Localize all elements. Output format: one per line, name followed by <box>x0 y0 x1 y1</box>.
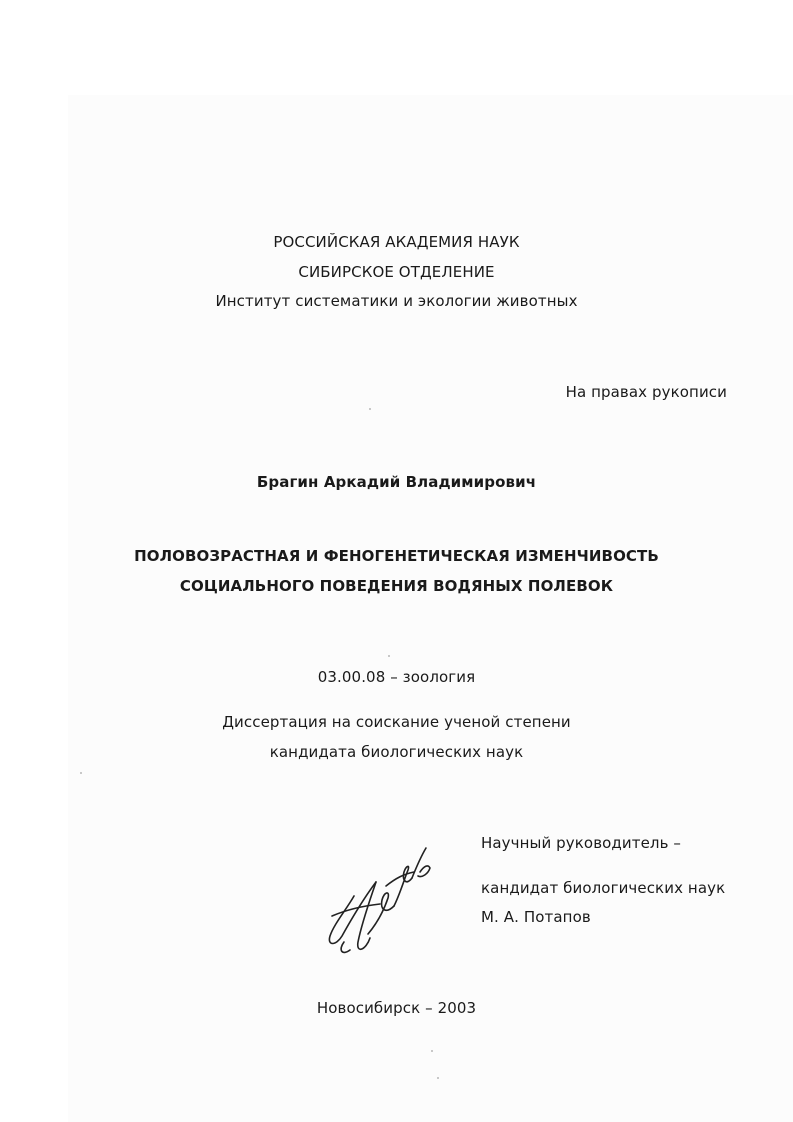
author-name: Брагин Аркадий Владимирович <box>256 473 537 491</box>
degree-line-2: кандидата биологических наук <box>269 743 524 761</box>
scan-speck <box>80 772 82 774</box>
place-and-year: Новосибирск – 2003 <box>316 999 477 1017</box>
specialty-code: 03.00.08 – зоология <box>317 668 476 686</box>
institute-heading: Институт систематики и экологии животных <box>215 292 578 310</box>
handwritten-signature <box>324 838 436 960</box>
academy-heading: РОССИЙСКАЯ АКАДЕМИЯ НАУК <box>273 233 520 251</box>
title-line-2: СОЦИАЛЬНОГО ПОВЕДЕНИЯ ВОДЯНЫХ ПОЛЕВОК <box>179 577 614 595</box>
scan-speck <box>388 655 390 657</box>
supervisor-degree: кандидат биологических наук <box>481 879 726 897</box>
branch-heading: СИБИРСКОЕ ОТДЕЛЕНИЕ <box>298 263 495 281</box>
title-line-1: ПОЛОВОЗРАСТНАЯ И ФЕНОГЕНЕТИЧЕСКАЯ ИЗМЕНЧИВОСТЬ <box>134 547 659 565</box>
degree-line-1: Диссертация на соискание ученой степени <box>222 713 571 731</box>
manuscript-note: На правах рукописи <box>565 383 727 401</box>
supervisor-role: Научный руководитель – <box>481 834 682 852</box>
scan-speck <box>437 1077 439 1079</box>
scan-speck <box>431 1050 433 1052</box>
scan-speck <box>369 408 371 410</box>
supervisor-name: М. А. Потапов <box>481 908 591 926</box>
